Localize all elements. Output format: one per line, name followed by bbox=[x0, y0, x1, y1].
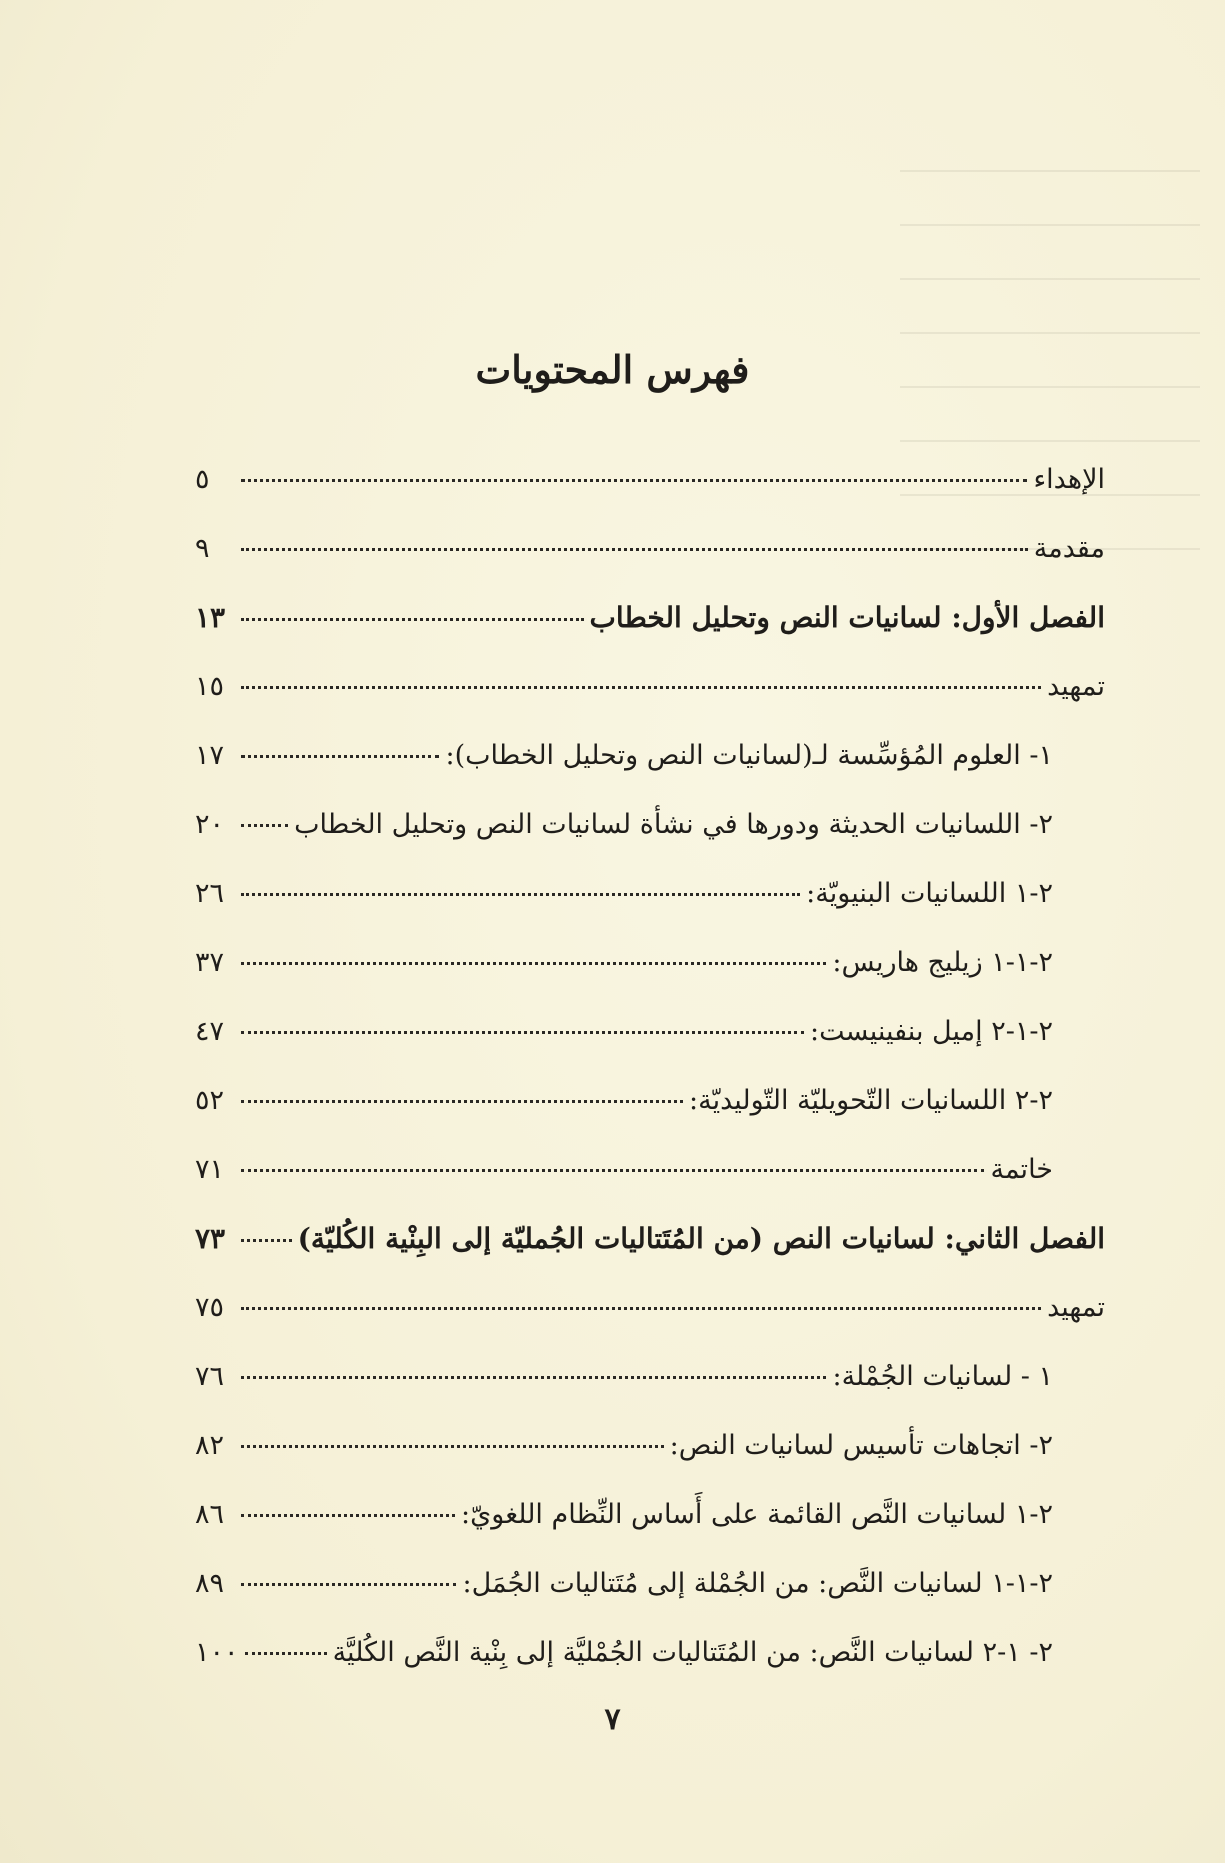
toc-entry-label: ٢- اتجاهات تأسيس لسانيات النص: bbox=[669, 1430, 1053, 1461]
toc-entry-chapter-1 bbox=[195, 598, 1105, 667]
toc-entry-page: ٧٣ bbox=[195, 1222, 226, 1255]
dot-leader bbox=[241, 1445, 664, 1448]
toc-entry-preface-1 bbox=[195, 667, 1105, 736]
toc-entry-page: ٥٢ bbox=[195, 1085, 225, 1116]
toc-entry-label: ٢-١-١ لسانيات النَّص: من الجُمْلة إلى مُتَتاليات الجُمَل: bbox=[462, 1568, 1053, 1599]
dot-leader bbox=[241, 1514, 455, 1517]
toc-entry-label: ٢-٢ اللسانيات التّحويليّة التّوليديّة: bbox=[689, 1085, 1053, 1116]
dot-leader bbox=[241, 1031, 804, 1034]
toc-entry-label: الفصل الأول: لسانيات النص وتحليل الخطاب bbox=[589, 601, 1105, 634]
toc-entry-2-1-2 bbox=[195, 1012, 1105, 1081]
toc-entry-dedication bbox=[195, 460, 1105, 529]
toc-entry-ch2-2 bbox=[195, 1426, 1105, 1495]
toc-entry-page: ١٥ bbox=[195, 671, 225, 702]
toc-entry-label: ٢-١-١ زيليج هاريس: bbox=[832, 947, 1053, 978]
toc-entry-label: خاتمة bbox=[990, 1154, 1053, 1185]
toc-entry-page: ٢٦ bbox=[195, 878, 225, 909]
toc-entry-label: الإهداء bbox=[1033, 464, 1105, 495]
dot-leader bbox=[241, 1583, 456, 1586]
toc-entry-page: ٥ bbox=[195, 464, 210, 495]
toc-entry-2-2 bbox=[195, 1081, 1105, 1150]
toc-entry-label: تمهيد bbox=[1047, 671, 1105, 702]
dot-leader bbox=[241, 1100, 683, 1103]
toc-entry-introduction bbox=[195, 529, 1105, 598]
toc-entry-label: ١ - لسانيات الجُمْلة: bbox=[832, 1361, 1053, 1392]
dot-leader bbox=[245, 1652, 327, 1655]
page-title: فهرس المحتويات bbox=[475, 347, 750, 393]
toc-entry-label: ٢-١ اللسانيات البنيويّة: bbox=[806, 878, 1053, 909]
toc-entry-label: ٢- ١-٢ لسانيات النَّص: من المُتَتاليات الجُمْليَّة إلى بِنْية النَّص الكُليَّة bbox=[332, 1637, 1053, 1668]
toc-entry-ch2-1 bbox=[195, 1357, 1105, 1426]
dot-leader bbox=[241, 618, 584, 621]
dot-leader bbox=[241, 1307, 1041, 1310]
toc-entry-label: مقدمة bbox=[1033, 533, 1105, 564]
toc-entry-page: ٨٢ bbox=[195, 1430, 225, 1461]
toc-entry-page: ٣٧ bbox=[195, 947, 225, 978]
toc-entry-ch2-2-1-2 bbox=[195, 1633, 1105, 1702]
dot-leader bbox=[241, 824, 288, 827]
toc-entry-2 bbox=[195, 805, 1105, 874]
toc-entry-page: ١٧ bbox=[195, 740, 225, 771]
toc-entry-1 bbox=[195, 736, 1105, 805]
dot-leader bbox=[241, 1376, 826, 1379]
toc-entry-page: ٧٦ bbox=[195, 1361, 225, 1392]
toc-entry-ch2-2-1-1 bbox=[195, 1564, 1105, 1633]
toc-entry-conclusion bbox=[195, 1150, 1105, 1219]
toc-entry-page: ٢٠ bbox=[195, 809, 225, 840]
dot-leader bbox=[241, 962, 826, 965]
dot-leader bbox=[241, 1239, 292, 1242]
dot-leader bbox=[241, 686, 1041, 689]
toc-entry-page: ٧١ bbox=[195, 1154, 225, 1185]
toc-entry-page: ٤٧ bbox=[195, 1016, 225, 1047]
toc-entry-page: ١٠٠ bbox=[195, 1637, 239, 1668]
table-of-contents bbox=[195, 460, 1105, 1702]
dot-leader bbox=[241, 479, 1027, 482]
toc-entry-label: الفصل الثاني: لسانيات النص (من المُتَتاليات الجُمليّة إلى البِنْية الكُليّة) bbox=[297, 1222, 1105, 1255]
toc-entry-page: ٩ bbox=[195, 533, 210, 564]
toc-entry-label: ٢-١-٢ إميل بنفينيست: bbox=[810, 1016, 1053, 1047]
toc-entry-label: تمهيد bbox=[1047, 1292, 1105, 1323]
dot-leader bbox=[241, 1169, 984, 1172]
toc-entry-page: ٨٦ bbox=[195, 1499, 225, 1530]
toc-entry-ch2-2-1 bbox=[195, 1495, 1105, 1564]
toc-entry-2-1-1 bbox=[195, 943, 1105, 1012]
toc-entry-label: ٢-١ لسانيات النَّص القائمة على أَساس النِّظام اللغويّ: bbox=[461, 1499, 1053, 1530]
toc-entry-chapter-2 bbox=[195, 1219, 1105, 1288]
toc-entry-page: ١٣ bbox=[195, 601, 226, 634]
toc-entry-page: ٨٩ bbox=[195, 1568, 225, 1599]
toc-entry-2-1 bbox=[195, 874, 1105, 943]
toc-entry-label: ١- العلوم المُؤسِّسة لـ(لسانيات النص وتحليل الخطاب): bbox=[445, 740, 1053, 771]
dot-leader bbox=[241, 548, 1028, 551]
toc-entry-label: ٢- اللسانيات الحديثة ودورها في نشأة لسانيات النص وتحليل الخطاب bbox=[294, 809, 1053, 840]
toc-entry-page: ٧٥ bbox=[195, 1292, 225, 1323]
toc-entry-preface-2 bbox=[195, 1288, 1105, 1357]
page-number: ٧ bbox=[604, 1702, 621, 1737]
dot-leader bbox=[241, 893, 800, 896]
dot-leader bbox=[241, 755, 439, 758]
